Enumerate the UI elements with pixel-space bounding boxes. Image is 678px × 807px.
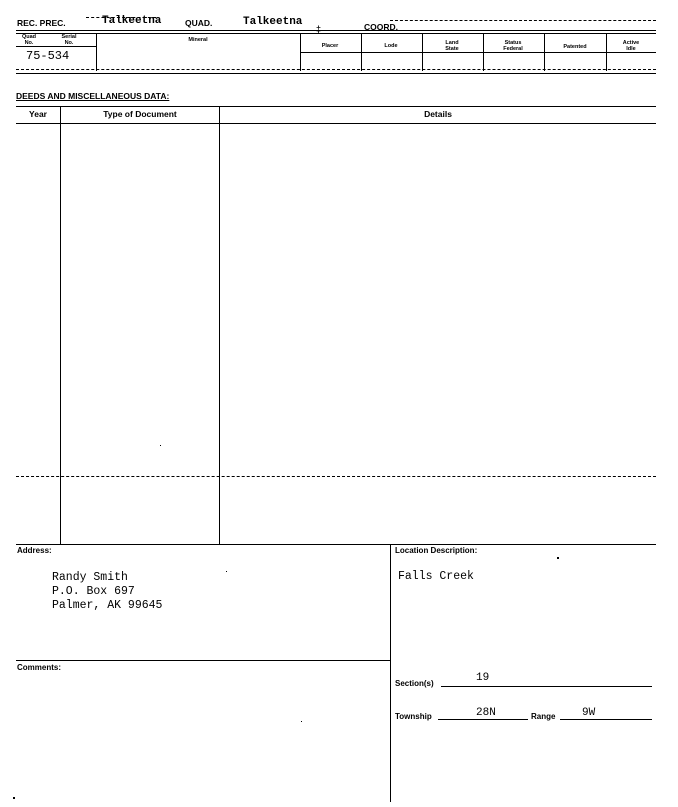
details-header: Details	[424, 109, 452, 119]
sections-fill-line	[441, 686, 652, 687]
rec-prec-label: REC. PREC.	[17, 18, 66, 28]
range-value: 9W	[582, 707, 596, 719]
col-lode: Lode	[384, 43, 398, 49]
year-column-divider	[60, 106, 61, 545]
record-bottom-dashed-line	[16, 69, 656, 70]
record-bottom-rule	[16, 73, 656, 74]
sections-label: Section(s)	[395, 679, 434, 688]
stray-dot	[226, 571, 227, 572]
comments-label: Comments:	[17, 663, 62, 672]
header-top-dashed-line-right	[390, 20, 656, 21]
column-header-rule	[16, 33, 656, 34]
year-header: Year	[29, 109, 47, 119]
col-placer: Placer	[321, 43, 339, 49]
col-quad-no: Quad No.	[21, 34, 37, 46]
quad-value: Talkeetna	[243, 16, 303, 28]
col-divider	[606, 33, 607, 71]
header-rule	[16, 30, 656, 31]
township-value: 28N	[476, 707, 496, 719]
col-divider	[96, 33, 97, 71]
type-column-divider	[219, 106, 220, 545]
subheader-rule	[16, 46, 96, 47]
type-of-document-header: Type of Document	[103, 109, 177, 119]
stray-dot	[301, 721, 302, 722]
col-active-idle: Active Idle	[622, 40, 640, 52]
col-serial-no: Serial No.	[61, 34, 77, 46]
location-description-value: Falls Creek	[398, 570, 474, 583]
quad-label: QUAD.	[185, 18, 213, 28]
stray-dot	[160, 445, 161, 446]
col-land-state: Land State	[445, 40, 459, 52]
deeds-lower-dashed-line	[16, 476, 656, 477]
address-location-divider	[390, 544, 391, 802]
township-label: Township	[395, 712, 432, 721]
address-line: P.O. Box 697	[52, 585, 135, 598]
rec-prec-value: Talkeetna	[102, 15, 162, 27]
col-patented: Patented	[563, 44, 587, 50]
deeds-title: DEEDS AND MISCELLANEOUS DATA:	[16, 91, 170, 101]
col-divider	[422, 33, 423, 71]
stray-dot	[13, 797, 15, 799]
address-line: Randy Smith	[52, 571, 128, 584]
deeds-bottom-rule	[16, 544, 656, 545]
sections-value: 19	[476, 672, 490, 684]
township-fill-line	[438, 719, 528, 720]
deeds-top-rule	[16, 106, 656, 107]
coord-label: COORD.	[364, 22, 398, 32]
address-label: Address:	[17, 546, 52, 555]
stray-dot	[557, 557, 559, 559]
quad-serial-value: 75-534	[26, 49, 70, 63]
comments-top-rule	[16, 660, 390, 661]
col-divider	[544, 33, 545, 71]
col-divider	[300, 33, 301, 71]
range-fill-line	[560, 719, 652, 720]
deeds-header-rule	[16, 123, 656, 124]
col-divider	[361, 33, 362, 71]
pencil-mark: ‡	[316, 24, 322, 34]
subheader-rule-right	[300, 52, 656, 53]
location-description-label: Location Description:	[395, 546, 478, 555]
col-status-federal: Status Federal	[503, 40, 523, 52]
col-divider	[483, 33, 484, 71]
col-mineral: Mineral	[188, 37, 208, 43]
range-label: Range	[531, 712, 556, 721]
address-line: Palmer, AK 99645	[52, 599, 163, 612]
